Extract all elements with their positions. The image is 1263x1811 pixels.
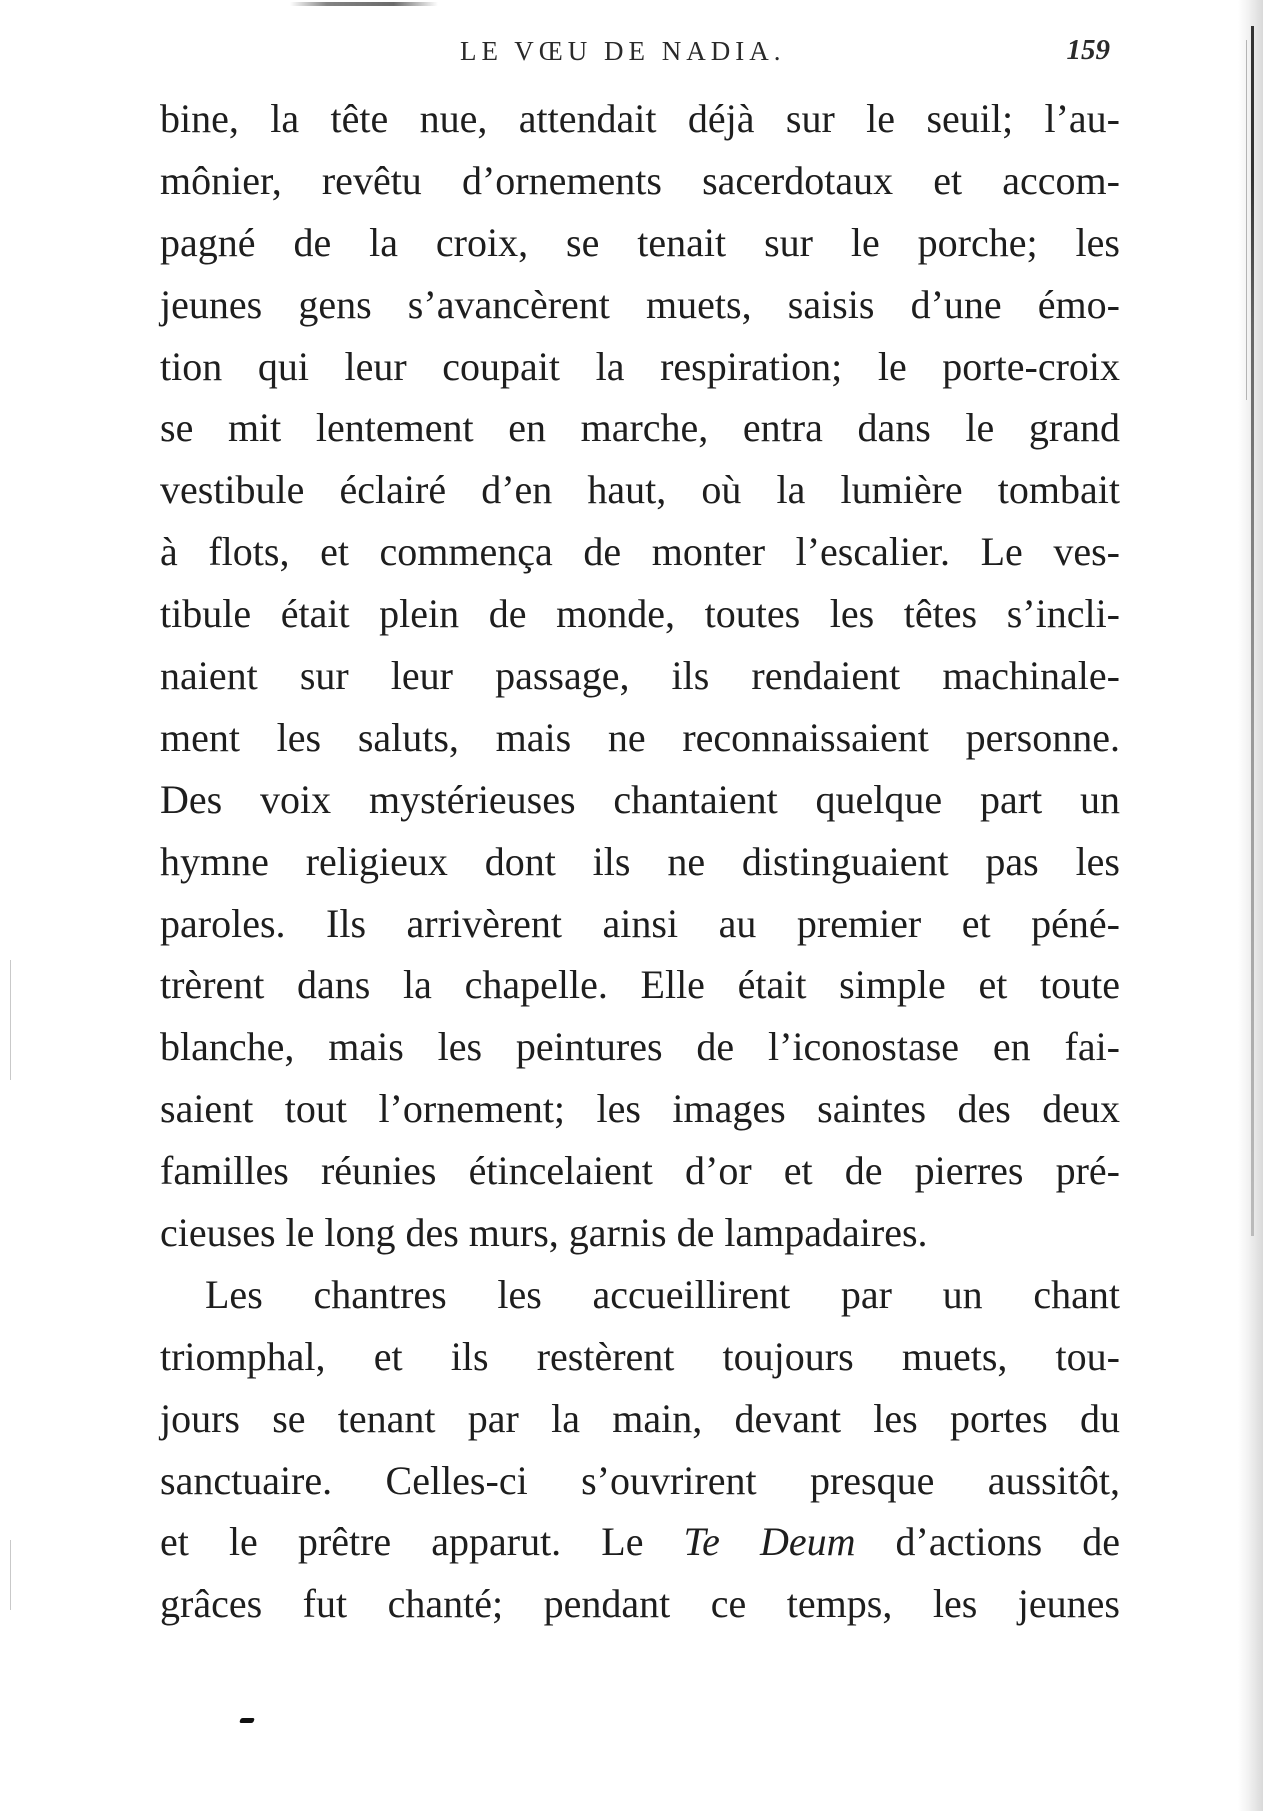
page-header	[160, 34, 1122, 74]
text-line: Des voix mystérieuses chantaient quelque part un	[160, 776, 1120, 822]
page-number: 159	[1066, 34, 1110, 66]
text-line: vestibule éclairé d’en haut, où la lumière tombait	[160, 467, 1120, 513]
text-line: cieuses le long des murs, garnis de lampadaires.	[160, 1210, 928, 1256]
italic-title: Te Deum	[683, 1519, 856, 1565]
text-line: paroles. Ils arrivèrent ainsi au premier et péné-	[160, 900, 1120, 946]
text-line: naient sur leur passage, ils rendaient machinale-	[160, 653, 1120, 699]
text-line: hymne religieux dont ils ne distinguaient pas les	[160, 838, 1120, 884]
page-edge-line	[1251, 26, 1254, 1236]
text-line: grâces fut chanté; pendant ce temps, les jeunes	[160, 1581, 1120, 1627]
text-line: ment les saluts, mais ne reconnaissaient personne.	[160, 714, 1120, 760]
text-line: bine, la tête nue, attendait déjà sur le seuil; l’au-	[160, 96, 1120, 141]
text-line: jeunes gens s’avancèrent muets, saisis d’une émo-	[160, 281, 1120, 327]
text-line: jours se tenant par la main, devant les portes du	[160, 1395, 1120, 1441]
running-head: LE VŒU DE NADIA.	[460, 36, 786, 66]
body-text	[160, 88, 1120, 1635]
left-margin-mark-lower	[10, 1540, 11, 1610]
text-line: à flots, et commença de monter l’escalier. Le ves-	[160, 529, 1120, 575]
text-line: saient tout l’ornement; les images saintes des deux	[160, 1086, 1120, 1132]
text-line-with-italic	[160, 1511, 1120, 1573]
text-line: sanctuaire. Celles-ci s’ouvrirent presque aussitôt,	[160, 1457, 1120, 1503]
text-segment: et le prêtre apparut. Le	[160, 1519, 684, 1565]
text-line: tibule était plein de monde, toutes les têtes s’incli-	[160, 591, 1120, 637]
ink-speck	[239, 1718, 255, 1723]
text-line: triomphal, et ils restèrent toujours muets, tou-	[160, 1333, 1120, 1379]
page-edge-line-thin	[1246, 40, 1247, 400]
text-line: Les chantres les accueillirent par un chant	[205, 1271, 1120, 1317]
left-margin-mark	[10, 960, 11, 1080]
scan-mark-top	[290, 2, 438, 6]
text-line: familles réunies étincelaient d’or et de pierres pré-	[160, 1148, 1120, 1194]
text-line: blanche, mais les peintures de l’iconostase en fai-	[160, 1024, 1120, 1070]
text-line: tion qui leur coupait la respiration; le porte-croix	[160, 343, 1120, 389]
text-line: se mit lentement en marche, entra dans le grand	[160, 405, 1120, 451]
text-line: trèrent dans la chapelle. Elle était simple et toute	[160, 962, 1120, 1008]
text-line: pagné de la croix, se tenait sur le porche; les	[160, 219, 1120, 265]
text-line: mônier, revêtu d’ornements sacerdotaux et accom-	[160, 157, 1120, 203]
text-segment: d’actions de	[855, 1519, 1121, 1565]
